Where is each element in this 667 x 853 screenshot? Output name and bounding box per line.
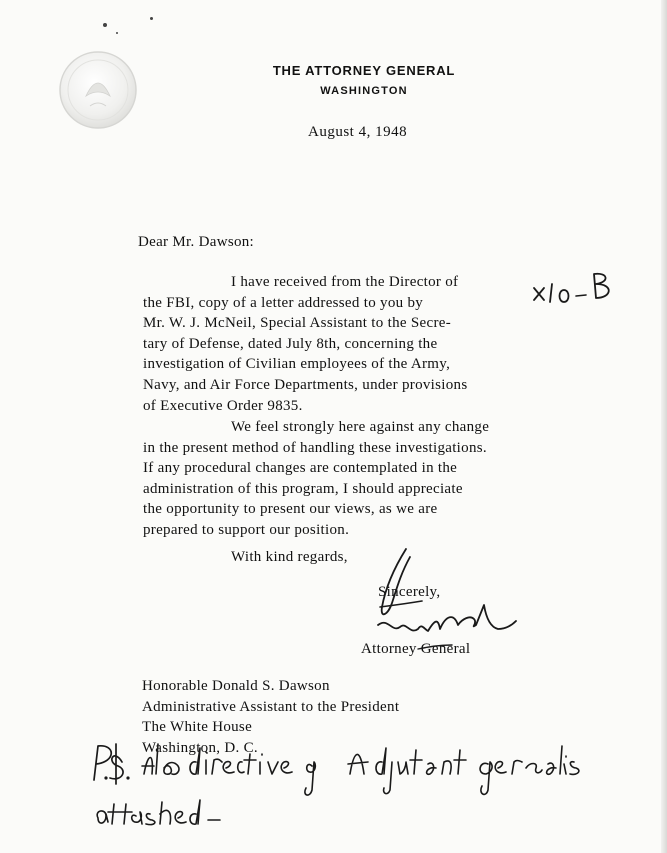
letterhead-location: WASHINGTON xyxy=(320,85,408,97)
body-line: in the present method of handling these investigations. xyxy=(143,439,487,456)
handwritten-signature xyxy=(366,545,526,655)
margin-note-handwritten xyxy=(528,268,620,308)
letterhead-title: THE ATTORNEY GENERAL xyxy=(272,63,456,78)
body-paragraph-2 xyxy=(143,417,489,541)
body-paragraph-1 xyxy=(143,272,468,416)
signer-title: Attorney General xyxy=(361,641,471,657)
paper-speck xyxy=(150,17,153,20)
recipient-line: Administrative Assistant to the President xyxy=(142,698,400,715)
handwritten-postscript xyxy=(92,740,592,832)
letterhead xyxy=(258,62,470,100)
body-line: of Executive Order 9835. xyxy=(143,397,303,414)
paper-speck xyxy=(103,23,107,27)
embossed-seal xyxy=(56,48,140,132)
letter-date: August 4, 1948 xyxy=(308,124,408,140)
body-line: the opportunity to present our views, as we are xyxy=(143,501,438,518)
salutation: Dear Mr. Dawson: xyxy=(138,234,255,250)
paper-speck xyxy=(116,32,118,34)
body-line: If any procedural changes are contemplated in the xyxy=(143,460,458,477)
body-line: Mr. W. J. McNeil, Special Assistant to the Secre- xyxy=(143,315,451,332)
sign-off: Sincerely, xyxy=(378,584,441,600)
body-line: prepared to support our position. xyxy=(143,521,350,538)
body-line: administration of this program, I should appreciate xyxy=(143,480,463,497)
recipient-line: Honorable Donald S. Dawson xyxy=(142,678,330,694)
body-line: the FBI, copy of a letter addressed to you by xyxy=(143,294,424,311)
body-line: tary of Defense, dated July 8th, concerning the xyxy=(143,335,438,352)
recipient-line: The White House xyxy=(142,719,253,736)
body-line: I have received from the Director of xyxy=(231,274,459,290)
body-line: Navy, and Air Force Departments, under provisions xyxy=(143,376,468,393)
recipient-line: Washington, D. C. xyxy=(142,740,258,757)
closing: With kind regards, xyxy=(231,549,348,565)
page-edge xyxy=(661,0,667,853)
body-line: investigation of Civilian employees of the Army, xyxy=(143,356,451,373)
body-line: We feel strongly here against any change xyxy=(231,419,490,435)
